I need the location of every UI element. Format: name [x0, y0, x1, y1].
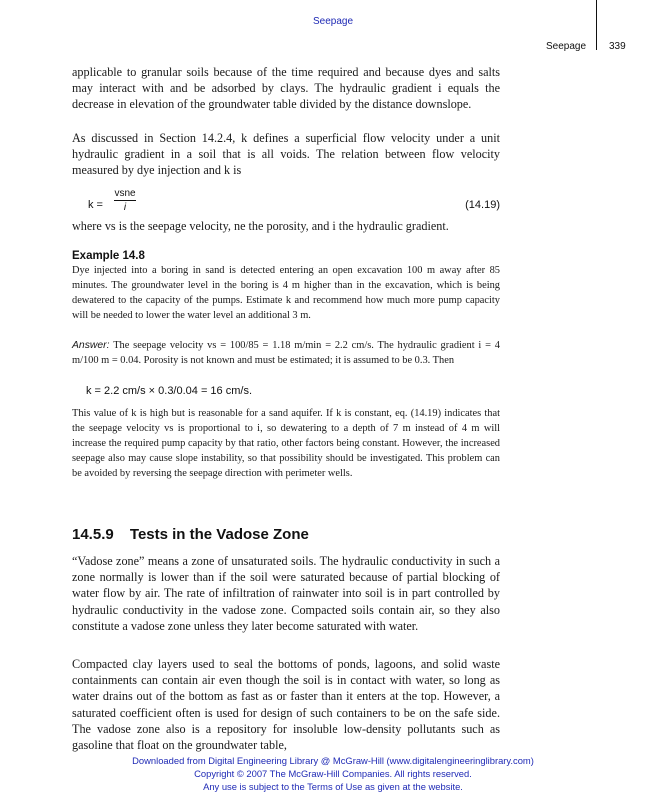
running-title: Seepage	[546, 41, 587, 52]
equation-14-19	[88, 188, 500, 218]
answer-text: The seepage velocity vs = 100/85 = 1.18 m/min = 2.2 cm/s. The hydraulic gradient i = 4 m/100 m = 0.04. Porosity is not known and must be estimated; it is assumed to be 0.3. Then	[72, 340, 500, 366]
footer-download-link[interactable]: Downloaded from Digital Engineering Library @ McGraw-Hill (www.digitalengineeringlibrary.com)	[132, 755, 534, 766]
header-rule	[596, 0, 597, 50]
example-discussion: This value of k is high but is reasonable for a sand aquifer. If k is constant, eq. (14.19) indicates that the seepage velocity vs is proportional to i, so dewatering to a depth of 7 m instead of 4 m will increase the required pump capacity by that ratio, other factors being constant. However, the increased seepage also may cause slope instability, so that possibility should be investigated. This problem can be avoided by reversing the seepage direction with perimeter wells.	[72, 408, 500, 479]
calculation-line: k = 2.2 cm/s × 0.3/0.04 = 16 cm/s.	[86, 385, 252, 397]
equation-denominator: i	[123, 202, 127, 213]
paragraph-1: applicable to granular soils because of the time required and because dyes and salts may interact with and be adsorbed by clays. The hydraulic gradient i equals the decrease in elevation of the groundwater table divided by the distance downslope.	[72, 65, 500, 112]
section-paragraph-1: “Vadose zone” means a zone of unsaturated soils. The hydraulic conductivity in such a zone normally is lower than if the soil were saturated because of partial blocking of water flow by air. The rate of infiltration of rainwater into soil is in part controlled by hydraulic conductivity in the vadose zone. Compacted soils contain air, so they also constitute a vadose zone unless they later become saturated with water.	[72, 554, 500, 633]
section-heading	[72, 526, 309, 543]
equation-fraction	[114, 188, 136, 213]
paragraph-3: where vs is the seepage velocity, ne the porosity, and i the hydraulic gradient.	[72, 219, 449, 233]
footer-terms[interactable]: Any use is subject to the Terms of Use as given at the website.	[203, 781, 463, 792]
section-number: 14.5.9	[72, 526, 114, 543]
top-link[interactable]: Seepage	[312, 16, 354, 27]
answer-label: Answer:	[72, 340, 110, 351]
section-paragraph-2: Compacted clay layers used to seal the bottoms of ponds, lagoons, and solid waste containments can contain air even though the soil is in contact with water, so long as water drains out of the bottom as fast as or faster than it enters at the top. However, a saturated coefficient often is used for design of such containers to be on the safe side. The vadose zone also is a repository for insoluble low-density pollutants such as gasoline that float on the groundwater table,	[72, 657, 500, 753]
equation-numerator: vsne	[114, 188, 136, 199]
equation-lhs: k =	[88, 199, 103, 211]
page-number: 339	[609, 41, 626, 52]
paragraph-2: As discussed in Section 14.2.4, k defines a superficial flow velocity under a unit hydraulic gradient in a soil that is all voids. The relation between flow velocity measured by dye injection and k is	[72, 131, 500, 178]
footer-copyright: Copyright © 2007 The McGraw-Hill Companies. All rights reserved.	[194, 768, 472, 779]
example-text: Dye injected into a boring in sand is detected entering an open excavation 100 m away after 85 minutes. The groundwater level in the boring is 4 m higher than in the excavation, which is being dewatered to the capacity of the pumps. Estimate k and recommend how much more pump capacity will be needed to lower the water level an additional 3 m.	[72, 265, 500, 321]
example-answer	[72, 338, 500, 368]
fraction-bar	[114, 200, 136, 201]
example-title: Example 14.8	[72, 250, 145, 262]
section-title: Tests in the Vadose Zone	[129, 526, 309, 543]
equation-number: (14.19)	[465, 199, 500, 211]
